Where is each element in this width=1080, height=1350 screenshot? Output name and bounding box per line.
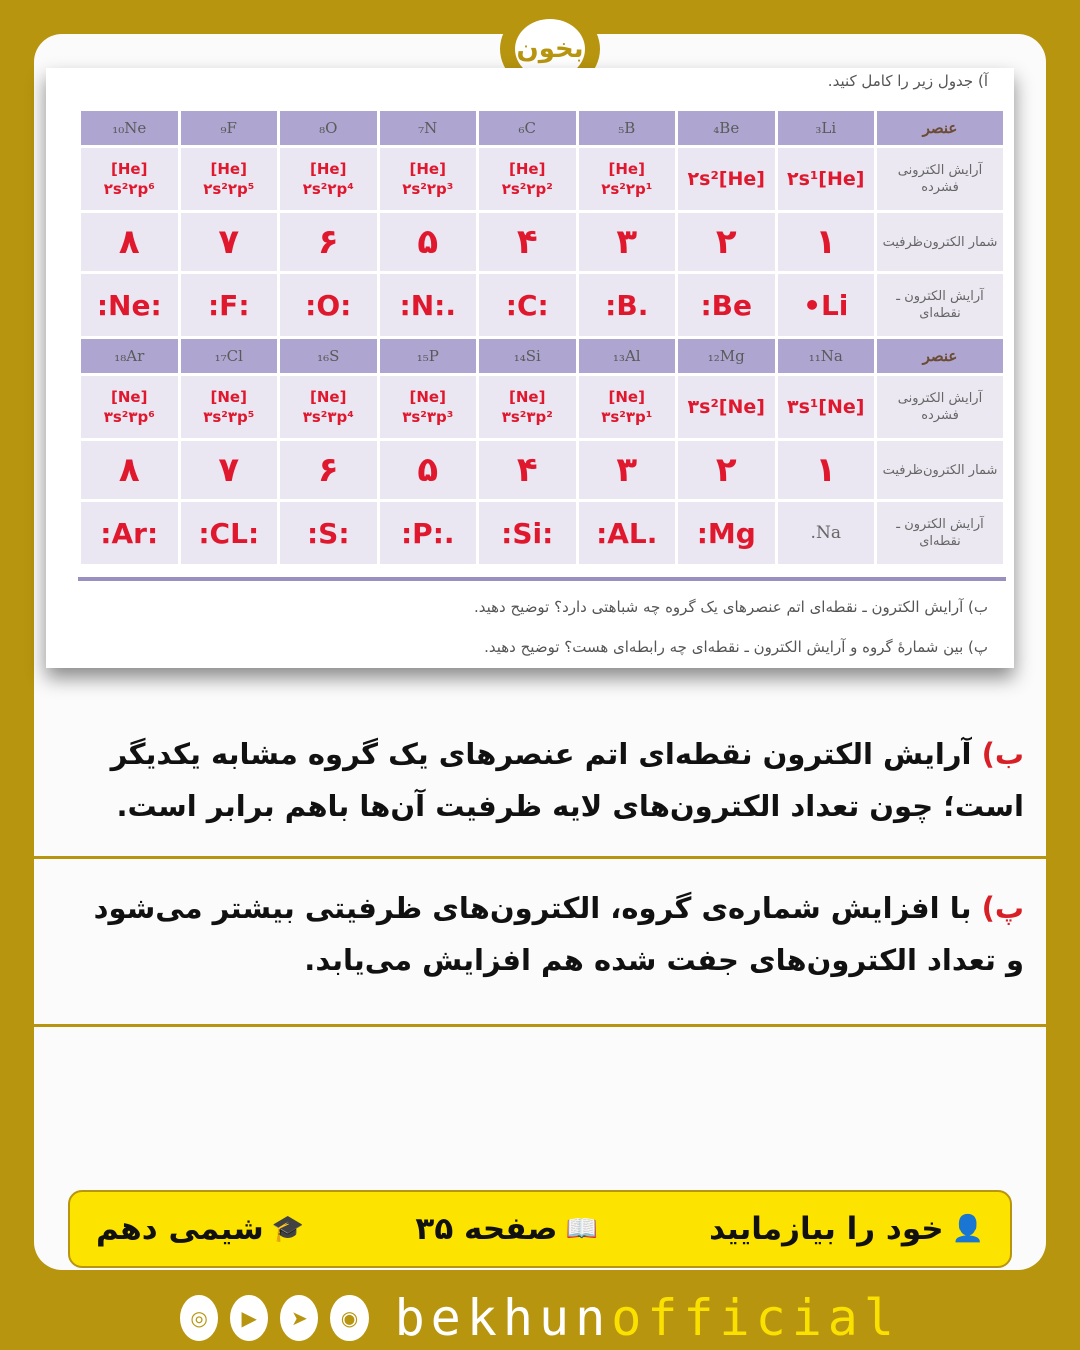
- config-row: [81, 376, 1003, 438]
- config-core: [He]۲s²: [687, 168, 765, 190]
- valence-value: ۲: [715, 222, 737, 262]
- dot-structure: :F:: [207, 288, 250, 322]
- config-core: [Ne]: [310, 388, 347, 406]
- config-cell: [280, 148, 377, 210]
- valence-value: ۶: [317, 222, 339, 262]
- dot-structure: :Ne:: [96, 288, 162, 322]
- dot-structure: :S:: [306, 516, 350, 550]
- config-tail: ۲s²۲p³: [402, 180, 454, 198]
- dot-structure: :CL:: [198, 516, 260, 550]
- config-core: [Ne]: [509, 388, 546, 406]
- config-tail: ۲s²۲p⁵: [203, 180, 255, 198]
- textbook-image: [46, 68, 1014, 668]
- dot-structure: :C:: [505, 288, 549, 322]
- dot-cell: [380, 274, 477, 336]
- footer-subject: [96, 1211, 304, 1247]
- config-core: [He]: [111, 160, 148, 178]
- social-bar: [180, 1288, 900, 1348]
- table-bottom-rule: [78, 577, 1006, 581]
- config-tail: ۲s²۲p⁴: [302, 180, 354, 198]
- valence-label-cell: شمار الکترون‌ظرفیت: [877, 441, 1003, 499]
- valence-cell: [778, 213, 875, 271]
- config-tail: ۳s²۳p²: [501, 408, 553, 426]
- config-core: [He]۲s¹: [787, 168, 865, 190]
- divider: [34, 1024, 1046, 1027]
- config-cell: [778, 376, 875, 438]
- instagram-icon[interactable]: ◉: [330, 1295, 368, 1341]
- footer-page-label: صفحه ۳۵: [415, 1211, 558, 1247]
- electron-config-table: [78, 108, 1006, 567]
- dot-cell: [81, 274, 178, 336]
- element-symbol-cell: ₃Li: [778, 111, 875, 145]
- footer-subject-label: شیمی دهم: [96, 1211, 264, 1247]
- dot-cell: [678, 502, 775, 564]
- dot-cell: [280, 502, 377, 564]
- config-cell: [280, 376, 377, 438]
- telegram-icon[interactable]: ➤: [280, 1295, 318, 1341]
- config-core: [He]: [409, 160, 446, 178]
- book-icon: 📖: [565, 1214, 598, 1244]
- valence-cell: [778, 441, 875, 499]
- config-tail: ۳s²۳p⁴: [302, 408, 354, 426]
- element-symbol-cell: ₄Be: [678, 111, 775, 145]
- valence-cell: [579, 213, 676, 271]
- dot-structure: :O:: [305, 288, 352, 322]
- config-cell: [81, 148, 178, 210]
- valence-cell: [479, 441, 576, 499]
- brand-handle-part1: bekhun: [394, 1289, 612, 1347]
- config-core: [Ne]۳s²: [687, 396, 765, 418]
- dot-structure-row: [81, 502, 1003, 564]
- config-core: [Ne]: [409, 388, 446, 406]
- answer-b: [72, 728, 1024, 832]
- valence-cell: [579, 441, 676, 499]
- valence-label-cell: شمار الکترون‌ظرفیت: [877, 213, 1003, 271]
- brand-handle[interactable]: [395, 1289, 900, 1347]
- dot-structure: Be:: [700, 288, 753, 322]
- config-tail: ۳s²۳p⁵: [203, 408, 255, 426]
- element-symbol-cell: ₈O: [280, 111, 377, 145]
- valence-cell: [181, 441, 278, 499]
- config-row: [81, 148, 1003, 210]
- config-core: [He]: [608, 160, 645, 178]
- element-symbol-cell: ₆C: [479, 111, 576, 145]
- table-header-row: [81, 339, 1003, 373]
- divider: [34, 856, 1046, 859]
- config-cell: [380, 148, 477, 210]
- answer-b-label: ب): [981, 737, 1024, 771]
- element-symbol-cell: ₁₂Mg: [678, 339, 775, 373]
- config-cell: [579, 148, 676, 210]
- footer-bar: [68, 1190, 1012, 1268]
- dot-structure: :Ar:: [100, 516, 159, 550]
- dot-cell: [81, 502, 178, 564]
- valence-value: ۷: [218, 450, 240, 490]
- element-symbol-cell: ₉F: [181, 111, 278, 145]
- table-header-row: [81, 111, 1003, 145]
- graduation-cap-icon: 🎓: [271, 1214, 305, 1244]
- dot-label-cell: آرایش الکترون ـ نقطه‌ای: [877, 502, 1003, 564]
- dot-structure: .:N:: [399, 288, 456, 322]
- dot-cell: [579, 274, 676, 336]
- config-tail: ۳s²۳p¹: [601, 408, 653, 426]
- element-symbol-cell: ₁₈Ar: [81, 339, 178, 373]
- dot-structure: .B:: [605, 288, 649, 322]
- config-core: [He]: [210, 160, 247, 178]
- youtube-icon[interactable]: ▶: [230, 1295, 268, 1341]
- element-symbol-cell: ₁₀Ne: [81, 111, 178, 145]
- logo-mark: بخون: [515, 19, 585, 79]
- dot-structure: :Si:: [501, 516, 554, 550]
- config-cell: [579, 376, 676, 438]
- valence-row: [81, 213, 1003, 271]
- config-tail: ۲s²۲p¹: [601, 180, 653, 198]
- config-core: [He]: [509, 160, 546, 178]
- task-a-text: آ) جدول زیر را کامل کنید.: [827, 72, 988, 90]
- footer-section-label: خود را بیازمایید: [709, 1211, 944, 1247]
- valence-value: ۲: [715, 450, 737, 490]
- valence-value: ۴: [516, 450, 538, 490]
- valence-cell: [280, 213, 377, 271]
- config-cell: [479, 376, 576, 438]
- config-cell: [479, 148, 576, 210]
- config-cell: [778, 148, 875, 210]
- answer-c-text: با افزایش شماره‌ی گروه، الکترون‌های ظرفیتی بیشتر می‌شود و تعداد الکترون‌های جفت شده هم افزایش می‌یابد.: [93, 891, 1024, 977]
- dot-cell: [579, 502, 676, 564]
- dot-cell: [778, 502, 875, 564]
- valence-value: ۳: [616, 450, 638, 490]
- valence-value: ۸: [118, 222, 140, 262]
- valence-row: [81, 441, 1003, 499]
- valence-cell: [678, 213, 775, 271]
- config-core: [He]: [310, 160, 347, 178]
- footer-section: [709, 1211, 984, 1247]
- dot-cell: [479, 274, 576, 336]
- dot-cell: [479, 502, 576, 564]
- task-c-text: پ) بین شمارهٔ گروه و آرایش الکترون ـ نقطه‌ای چه رابطه‌ای هست؟ توضیح دهید.: [484, 638, 988, 656]
- answer-c-label: پ): [981, 891, 1024, 925]
- element-symbol-cell: ₅B: [579, 111, 676, 145]
- dot-structure: Mg:: [696, 516, 756, 550]
- valence-value: ۷: [218, 222, 240, 262]
- header-label-cell: عنصر: [877, 339, 1003, 373]
- element-symbol-cell: ₁₆S: [280, 339, 377, 373]
- config-tail: ۲s²۲p⁶: [103, 180, 155, 198]
- valence-cell: [678, 441, 775, 499]
- dot-structure: Li•: [803, 288, 849, 322]
- valence-value: ۴: [516, 222, 538, 262]
- config-tail: ۲s²۲p²: [501, 180, 553, 198]
- dot-structure: Na.: [810, 523, 841, 543]
- answer-b-text: آرایش الکترون نقطه‌ای اتم عنصرهای یک گروه مشابه یکدیگر است؛ چون تعداد الکترون‌های لایه ظرفیت آن‌ها باهم برابر است.: [110, 737, 1024, 823]
- valence-cell: [280, 441, 377, 499]
- config-core: [Ne]۳s¹: [787, 396, 865, 418]
- dot-cell: [678, 274, 775, 336]
- element-symbol-cell: ₁₅P: [380, 339, 477, 373]
- valence-cell: [81, 213, 178, 271]
- element-symbol-cell: ₁₁Na: [778, 339, 875, 373]
- valence-cell: [181, 213, 278, 271]
- brand-handle-part2: official: [611, 1289, 901, 1347]
- footer-page: [415, 1211, 597, 1247]
- film-reel-icon[interactable]: ◎: [180, 1295, 218, 1341]
- element-symbol-cell: ₁₇Cl: [181, 339, 278, 373]
- task-b-text: ب) آرایش الکترون ـ نقطه‌ای اتم عنصرهای یک گروه چه شباهتی دارد؟ توضیح دهید.: [473, 598, 988, 616]
- element-symbol-cell: ₁₄Si: [479, 339, 576, 373]
- valence-value: ۱: [815, 450, 837, 490]
- dot-label-cell: آرایش الکترون ـ نقطه‌ای: [877, 274, 1003, 336]
- valence-value: ۸: [118, 450, 140, 490]
- config-cell: [380, 376, 477, 438]
- config-label-cell: آرایش الکترونی فشرده: [877, 148, 1003, 210]
- config-core: [Ne]: [608, 388, 645, 406]
- dot-structure: .:P:: [400, 516, 455, 550]
- config-label-cell: آرایش الکترونی فشرده: [877, 376, 1003, 438]
- dot-structure-row: [81, 274, 1003, 336]
- dot-cell: [181, 502, 278, 564]
- config-tail: ۳s²۳p⁶: [103, 408, 155, 426]
- config-cell: [678, 148, 775, 210]
- valence-value: ۶: [317, 450, 339, 490]
- config-core: [Ne]: [111, 388, 148, 406]
- dot-cell: [280, 274, 377, 336]
- config-cell: [678, 376, 775, 438]
- valence-cell: [380, 441, 477, 499]
- answer-c: [72, 882, 1024, 986]
- valence-value: ۵: [417, 222, 439, 262]
- config-cell: [181, 376, 278, 438]
- dot-cell: [778, 274, 875, 336]
- header-label-cell: عنصر: [877, 111, 1003, 145]
- dot-cell: [380, 502, 477, 564]
- valence-cell: [380, 213, 477, 271]
- student-icon: 👤: [951, 1214, 984, 1244]
- element-symbol-cell: ₇N: [380, 111, 477, 145]
- element-symbol-cell: ₁₃Al: [579, 339, 676, 373]
- dot-cell: [181, 274, 278, 336]
- dot-structure: .AL:: [596, 516, 658, 550]
- valence-value: ۳: [616, 222, 638, 262]
- config-cell: [81, 376, 178, 438]
- config-core: [Ne]: [210, 388, 247, 406]
- valence-value: ۵: [417, 450, 439, 490]
- valence-cell: [81, 441, 178, 499]
- valence-cell: [479, 213, 576, 271]
- valence-value: ۱: [815, 222, 837, 262]
- config-cell: [181, 148, 278, 210]
- config-tail: ۳s²۳p³: [402, 408, 454, 426]
